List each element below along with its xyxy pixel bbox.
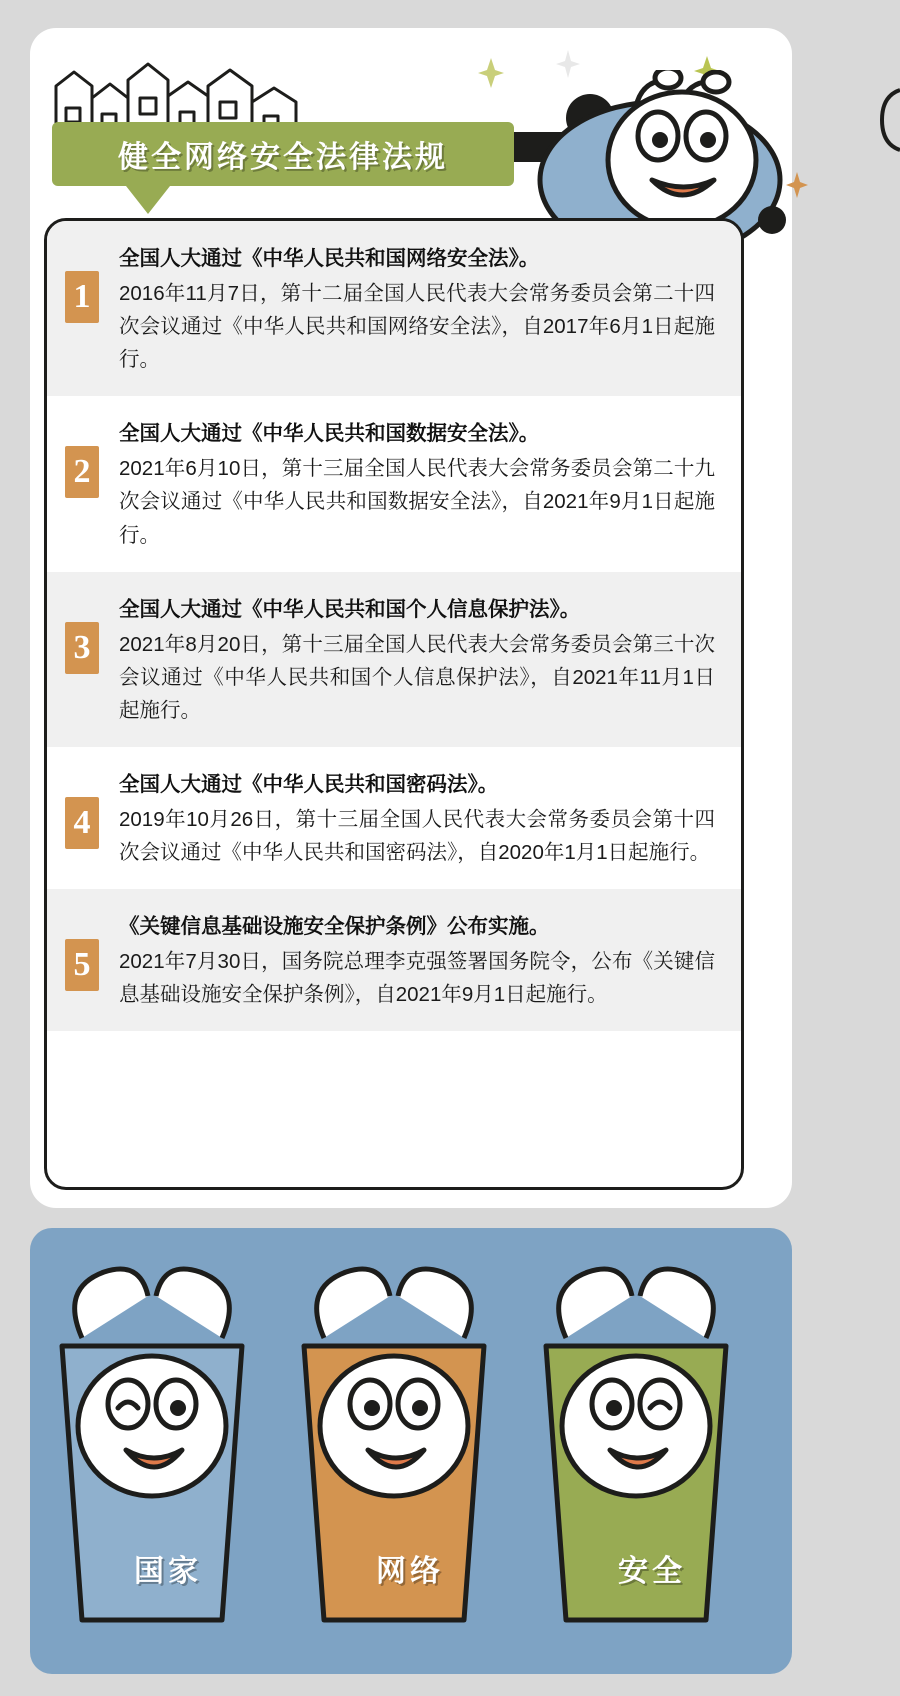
list-item [47, 396, 741, 571]
footer-label: 网络 [376, 1555, 444, 1588]
law-list-panel [44, 218, 744, 1190]
edge-decoration-icon [860, 80, 900, 160]
list-item [47, 221, 741, 396]
item-number: 2 [65, 446, 99, 498]
list-item [47, 889, 741, 1031]
item-number: 4 [65, 797, 99, 849]
item-body: 2021年6月10日，第十三届全国人民代表大会常务委员会第二十九次会议通过《中华人民共和国数据安全法》，自2021年9月1日起施行。 [119, 457, 715, 547]
list-item [47, 747, 741, 889]
title-ribbon [52, 122, 514, 186]
item-heading: 全国人大通过《中华人民共和国个人信息保护法》。 [119, 597, 581, 621]
footer-band [30, 1228, 792, 1674]
item-number: 1 [65, 271, 99, 323]
footer-label: 国家 [134, 1555, 202, 1588]
list-item [47, 572, 741, 747]
page-title: 健全网络安全法律法规 [118, 141, 448, 174]
footer-label: 安全 [618, 1555, 686, 1588]
item-heading: 《关键信息基础设施安全保护条例》公布实施。 [119, 915, 550, 939]
item-body: 2019年10月26日，第十三届全国人民代表大会常务委员会第十四次会议通过《中华人民共和国密码法》，自2020年1月1日起施行。 [119, 807, 715, 865]
ribbon-tail [126, 186, 170, 214]
item-heading: 全国人大通过《中华人民共和国密码法》。 [119, 773, 499, 797]
item-body: 2021年8月20日，第十三届全国人民代表大会常务委员会第三十次会议通过《中华人民共和国个人信息保护法》，自2021年11月1日起施行。 [119, 632, 715, 722]
item-heading: 全国人大通过《中华人民共和国数据安全法》。 [119, 422, 540, 446]
item-heading: 全国人大通过《中华人民共和国网络安全法》。 [119, 247, 540, 270]
mascot-cups-illustration [30, 1228, 792, 1674]
item-body: 2021年7月30日，国务院总理李克强签署国务院令，公布《关键信息基础设施安全保护条例》，自2021年9月1日起施行。 [119, 950, 715, 1007]
item-number: 5 [65, 939, 99, 991]
item-body: 2016年11月7日，第十二届全国人民代表大会常务委员会第二十四次会议通过《中华人民共和国网络安全法》，自2017年6月1日起施行。 [119, 281, 715, 372]
item-number: 3 [65, 622, 99, 674]
